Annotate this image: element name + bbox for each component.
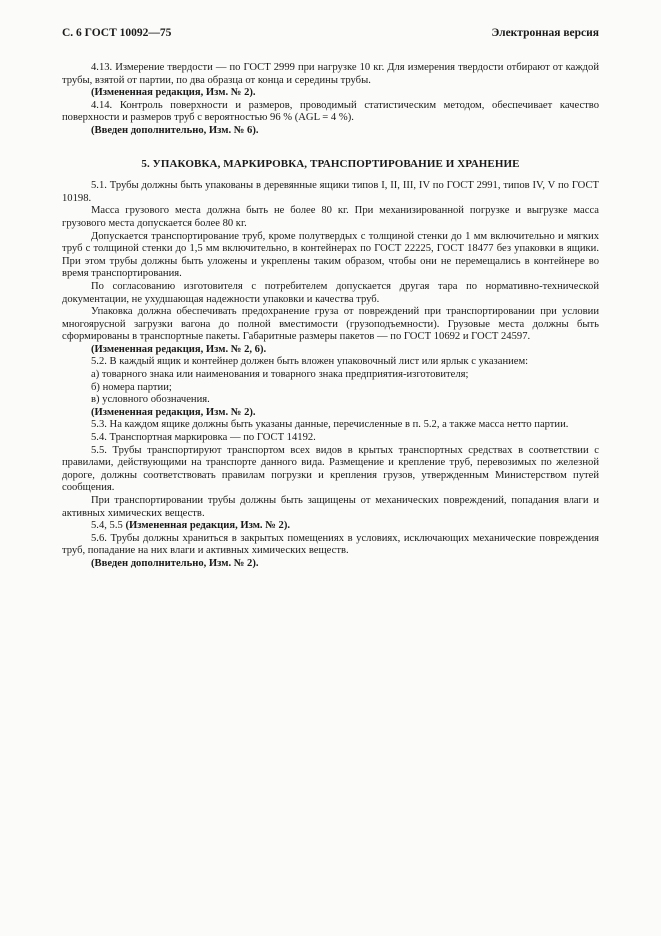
paragraph: (Введен дополнительно, Изм. № 6). bbox=[91, 124, 259, 136]
paragraph: Масса грузового места должна быть не более 80 кг. При механизированной погрузке и выгрузке масса грузового места допускается более 80 кг. bbox=[62, 205, 599, 229]
page-header bbox=[62, 27, 599, 39]
document-body bbox=[62, 62, 599, 571]
section-title: 5. УПАКОВКА, МАРКИРОВКА, ТРАНСПОРТИРОВАНИЕ И ХРАНЕНИЕ bbox=[141, 157, 520, 170]
paragraph: 5.4. Транспортная маркировка — по ГОСТ 14192. bbox=[91, 432, 316, 444]
paragraph: При транспортировании трубы должны быть защищены от механических повреждений, попадания влаги и активных химических веществ. bbox=[62, 495, 599, 519]
paragraph: (Измененная редакция, Изм. № 2, 6). bbox=[91, 343, 267, 355]
paragraph: в) условного обозначения. bbox=[91, 394, 210, 406]
paragraph: 5.1. Трубы должны быть упакованы в деревянные ящики типов I, II, III, IV по ГОСТ 2991, типов IV, V по ГОСТ 10198. bbox=[62, 180, 599, 204]
paragraph: (Измененная редакция, Изм. № 2). bbox=[91, 406, 256, 418]
section-paragraphs bbox=[62, 180, 599, 570]
paragraph: 5.6. Трубы должны храниться в закрытых помещениях в условиях, исключающих механические повреждения труб, попадание на них влаги и активных химических веществ. bbox=[62, 532, 599, 557]
header-right: Электронная версия bbox=[491, 27, 599, 39]
paragraph: 5.5. Трубы транспортируют транспортом всех видов в крытых транспортных средствах в соответствии с правилами, действующими на транспорте данного вида. Размещение и крепление труб, перевозимых по железной дороге, должны соответствовать правилам погрузки и крепления грузов, утвержденным Министерством путей сообщения. bbox=[62, 444, 599, 494]
paragraph: 4.13. Измерение твердости — по ГОСТ 2999 при нагрузке 10 кг. Для измерения твердости отбирают от каждой трубы, взятой от партии, по два образца от конца и середины трубы. bbox=[62, 62, 599, 86]
paragraph: а) товарного знака или наименования и товарного знака предприятия-изготовителя; bbox=[91, 369, 469, 381]
paragraph: 5.2. В каждый ящик и контейнер должен быть вложен упаковочный лист или ярлык с указанием: bbox=[91, 356, 529, 368]
paragraph bbox=[62, 520, 599, 533]
top-paragraphs bbox=[62, 62, 599, 138]
paragraph: б) номера партии; bbox=[91, 381, 172, 393]
paragraph: По согласованию изготовителя с потребителем допускается другая тара по нормативно-технической документации, не ухудшающая надежности упаковки и качества труб. bbox=[62, 280, 599, 305]
paragraph: (Измененная редакция, Изм. № 2). bbox=[91, 87, 256, 99]
header-left: С. 6 ГОСТ 10092—75 bbox=[62, 27, 172, 39]
paragraph: 4.14. Контроль поверхности и размеров, проводимый статистическим методом, обеспечивает качество поверхности и размеров труб с вероятностью 96 % (AGL = 4 %). bbox=[62, 99, 599, 124]
paragraph-bold-part: (Измененная редакция, Изм. № 2). bbox=[125, 520, 290, 532]
paragraph: Допускается транспортирование труб, кроме полутвердых с толщиной стенки до 1 мм включительно и мягких труб с толщиной стенки до 1,5 мм включительно, в контейнерах по ГОСТ 22225, ГОСТ 18477 без упаковки в ящики. При этом трубы должны быть уложены и укреплены таким образом, чтобы они не перемещались в контейнере во время транспортирования. bbox=[62, 230, 599, 280]
paragraph-prefix: 5.4, 5.5 bbox=[91, 520, 126, 532]
paragraph: Упаковка должна обеспечивать предохранение груза от повреждений при транспортировании при условии многоярусной загрузки вагона до полной вместимости (грузоподъемности). Грузовые места должны быть сформированы в транспортные пакеты. Габаритные размеры пакетов — по ГОСТ 10692 и ГОСТ 24597. bbox=[62, 306, 599, 343]
paragraph: 5.3. На каждом ящике должны быть указаны данные, перечисленные в п. 5.2, а также масса нетто партии. bbox=[91, 419, 569, 431]
paragraph: (Введен дополнительно, Изм. № 2). bbox=[91, 557, 259, 569]
